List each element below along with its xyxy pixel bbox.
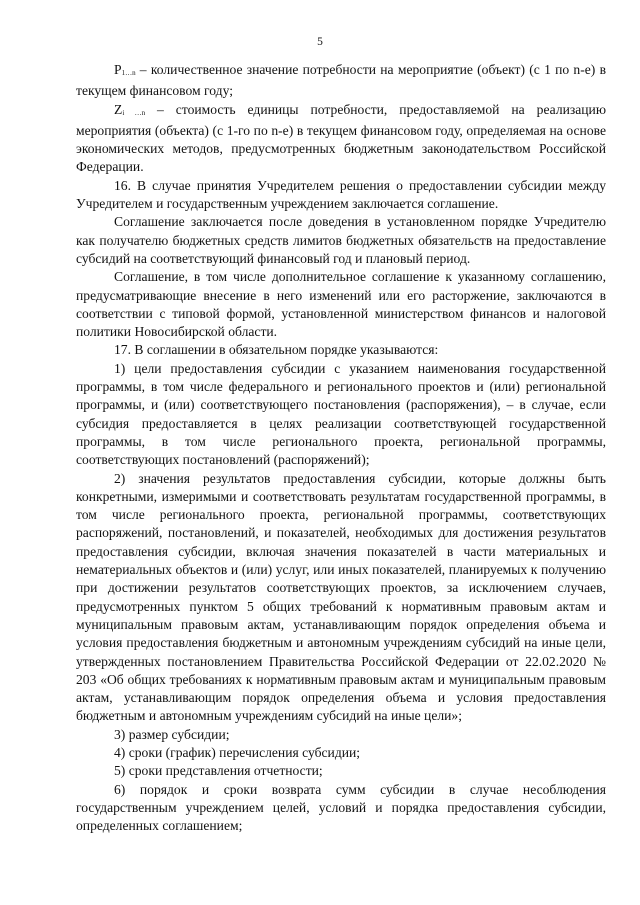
symbol-z: Z	[114, 101, 123, 117]
list-item-2: 2) значения результатов предоставления субсидии, которые должны быть конкретными, измеримыми и соответствовать результатам государственной программы, в том числе регионального проекта, региональной программы, соответствующих распоряжений, постановлений, и показателей, необходимых для достижения результатов предоставления субсидии, включая значения показателей в части материальных и нематериальных объектов и (или) услуг, или иных показателей, планируемых к получению при достижении результатов соответствующих проектов, за исключением случаев, предусмотренных пунктом 5 общих требований к нормативным правовым актам и муниципальным правовым актам, устанавливающим порядок определения объема и условия предоставления бюджетным и автономным учреждениям субсидий на иные цели, утвержденных постановлением Правительства Российской Федерации от 22.02.2020 № 203 «Об общих требованиях к нормативным правовым актам и муниципальным правовым актам, устанавливающим порядок определения объема и условия предоставления бюджетным и автономным учреждениям субсидий на иные цели»;	[76, 470, 606, 724]
paragraph-agreement-form: Соглашение, в том числе дополнительное соглашение к указанному соглашению, предусматривающие внесение в него изменений или его расторжение, заключаются в соответствии с типовой формой, установленной министерством финансов и налоговой политики Новосибирской области.	[76, 269, 606, 340]
page-number: 5	[317, 36, 323, 48]
list-item-3: 3) размер субсидии;	[114, 726, 230, 742]
symbol-z-subscript: i …n	[122, 108, 146, 117]
list-item-4: 4) сроки (график) перечисления субсидии;	[114, 744, 361, 760]
paragraph-17: 17. В соглашении в обязательном порядке указываются:	[114, 342, 439, 358]
document-body	[76, 61, 606, 835]
paragraph-16: 16. В случае принятия Учредителем решения о предоставлении субсидии между Учредителем и государственным учреждением заключается соглашение.	[76, 177, 606, 212]
paragraph-p-definition	[76, 61, 606, 101]
paragraph-agreement-conclusion: Соглашение заключается после доведения в установленном порядке Учредителю как получателю бюджетных средств лимитов бюджетных обязательств на предоставление субсидий на соответствующий финансовый год и плановый период.	[76, 214, 606, 266]
symbol-p: P	[114, 62, 122, 77]
list-item-1: 1) цели предоставления субсидии с указанием наименования государственной программы, в том числе федерального и регионального проектов и (или) региональной программы, и (или) соответствующего постановления (распоряжения), – в случае, если субсидия предоставляется в целях реализации соответствующей государственной программы, в том числе регионального проекта, региональной программы, соответствующих постановлений (распоряжений);	[76, 360, 606, 468]
paragraph-z-definition	[76, 101, 606, 177]
paragraph-text: – стоимость единицы потребности, предоставляемой на реализацию мероприятия (объекта) (с 1-го по n-е) в текущем финансовом году, определяемая на основе экономических методов, предусмотренных бюджетным законодательством Российской Федерации.	[76, 101, 606, 175]
paragraph-text: – количественное значение потребности на мероприятие (объект) (с 1 по n-е) в текущем финансовом году;	[76, 62, 606, 99]
list-item-6: 6) порядок и сроки возврата сумм субсидии в случае несоблюдения государственным учреждением целей, условий и порядка предоставления субсидии, определенных соглашением;	[76, 781, 606, 834]
list-item-5: 5) сроки представления отчетности;	[114, 763, 323, 779]
symbol-p-subscript: 1…n	[121, 69, 136, 77]
